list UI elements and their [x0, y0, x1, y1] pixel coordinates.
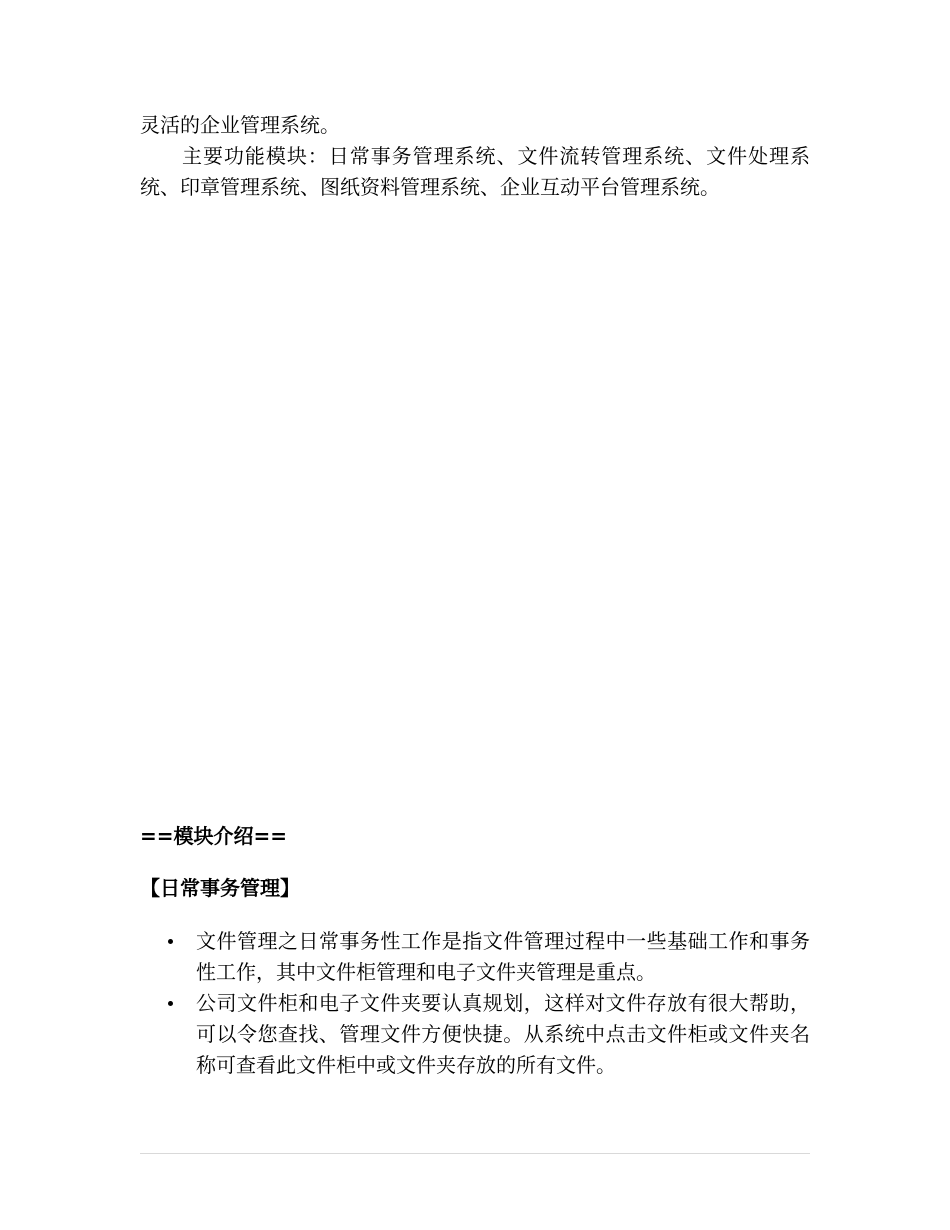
- list-item: [140, 926, 810, 988]
- bullet-icon: [168, 939, 173, 944]
- section-heading: ==模块介绍==: [140, 824, 288, 848]
- intro-line: 灵活的企业管理系统。: [140, 113, 340, 137]
- list-item-text: 文件管理之日常事务性工作是指文件管理过程中一些基础工作和事务性工作，其中文件柜管理和电子文件夹管理是重点。: [196, 929, 810, 984]
- list-item-text: 公司文件柜和电子文件夹要认真规划，这样对文件存放有很大帮助，可以令您查找、管理文件方便快捷。从系统中点击文件柜或文件夹名称可查看此文件柜中或文件夹存放的所有文件。: [196, 991, 810, 1077]
- list-item: [140, 988, 810, 1081]
- modules-paragraph: 主要功能模块：日常事务管理系统、文件流转管理系统、文件处理系统、印章管理系统、图纸资料管理系统、企业互动平台管理系统。: [140, 144, 810, 199]
- footer-divider: [140, 1153, 810, 1154]
- bullet-list: [140, 926, 810, 1081]
- subsection-heading: 【日常事务管理】: [140, 876, 300, 900]
- bullet-icon: [168, 1001, 173, 1006]
